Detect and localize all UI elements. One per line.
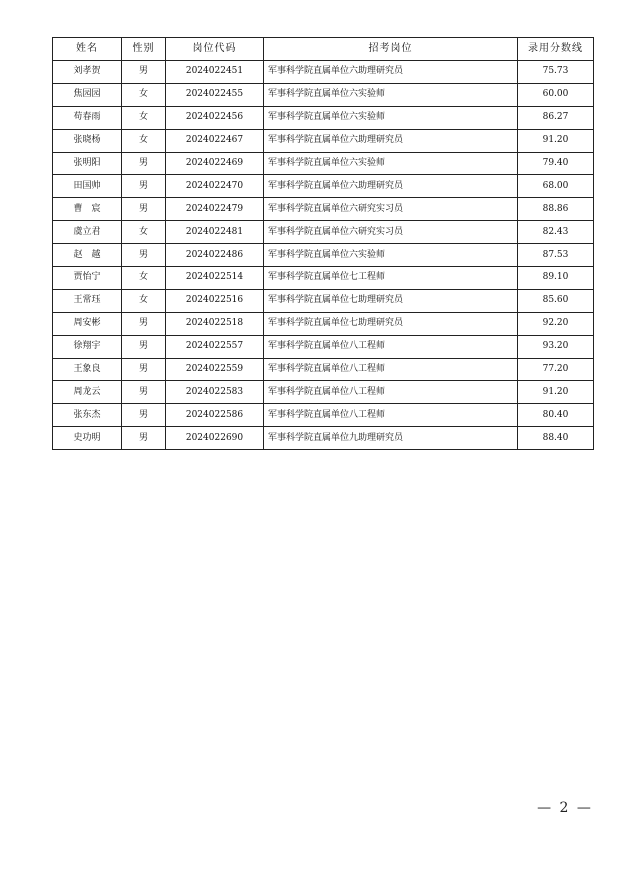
cell-name: 刘孝贺	[53, 61, 122, 84]
cell-gender: 女	[122, 129, 166, 152]
cell-post-code: 2024022518	[166, 312, 264, 335]
cell-post-code: 2024022467	[166, 129, 264, 152]
cell-post-code: 2024022455	[166, 83, 264, 106]
header-gender: 性别	[122, 38, 166, 61]
cell-score: 75.73	[518, 61, 594, 84]
cell-score: 88.40	[518, 427, 594, 450]
cell-name: 曹 宸	[53, 198, 122, 221]
cell-post-code: 2024022559	[166, 358, 264, 381]
cell-post-code: 2024022469	[166, 152, 264, 175]
cell-gender: 男	[122, 244, 166, 267]
table-row	[53, 427, 594, 450]
table-row	[53, 106, 594, 129]
cell-post: 军事科学院直属单位六研究实习员	[264, 198, 518, 221]
cell-gender: 男	[122, 312, 166, 335]
header-name: 姓名	[53, 38, 122, 61]
table-row	[53, 335, 594, 358]
cell-name: 虞立君	[53, 221, 122, 244]
cell-gender: 女	[122, 83, 166, 106]
cell-score: 77.20	[518, 358, 594, 381]
cell-post: 军事科学院直属单位六实验师	[264, 106, 518, 129]
cell-post: 军事科学院直属单位七工程师	[264, 267, 518, 290]
cell-gender: 男	[122, 381, 166, 404]
table-row	[53, 83, 594, 106]
cell-post-code: 2024022470	[166, 175, 264, 198]
cell-post-code: 2024022479	[166, 198, 264, 221]
cell-score: 80.40	[518, 404, 594, 427]
cell-name: 周安彬	[53, 312, 122, 335]
cell-post-code: 2024022516	[166, 289, 264, 312]
cell-name: 苟春雨	[53, 106, 122, 129]
table-row	[53, 152, 594, 175]
cell-name: 王象良	[53, 358, 122, 381]
page-number: — 2 —	[537, 800, 593, 816]
cell-gender: 男	[122, 404, 166, 427]
cell-score: 93.20	[518, 335, 594, 358]
table-row	[53, 175, 594, 198]
cell-gender: 女	[122, 289, 166, 312]
table-row	[53, 129, 594, 152]
cell-post-code: 2024022481	[166, 221, 264, 244]
cell-post-code: 2024022690	[166, 427, 264, 450]
cell-name: 史功明	[53, 427, 122, 450]
cell-gender: 男	[122, 427, 166, 450]
cell-post-code: 2024022456	[166, 106, 264, 129]
table-header-row	[53, 38, 594, 61]
cell-score: 91.20	[518, 381, 594, 404]
cell-name: 张东杰	[53, 404, 122, 427]
cell-post-code: 2024022514	[166, 267, 264, 290]
cell-score: 88.86	[518, 198, 594, 221]
cell-post-code: 2024022586	[166, 404, 264, 427]
cell-score: 82.43	[518, 221, 594, 244]
cell-post: 军事科学院直属单位六实验师	[264, 244, 518, 267]
cell-name: 贾怡宁	[53, 267, 122, 290]
cell-post-code: 2024022557	[166, 335, 264, 358]
header-post-code: 岗位代码	[166, 38, 264, 61]
cell-gender: 男	[122, 198, 166, 221]
cell-name: 田国帅	[53, 175, 122, 198]
cell-post: 军事科学院直属单位六助理研究员	[264, 61, 518, 84]
cell-post: 军事科学院直属单位六助理研究员	[264, 129, 518, 152]
cell-name: 周龙云	[53, 381, 122, 404]
cell-gender: 男	[122, 61, 166, 84]
cell-post: 军事科学院直属单位七助理研究员	[264, 289, 518, 312]
cell-post: 军事科学院直属单位八工程师	[264, 358, 518, 381]
table-row	[53, 221, 594, 244]
cell-score: 86.27	[518, 106, 594, 129]
cell-post-code: 2024022583	[166, 381, 264, 404]
cell-post: 军事科学院直属单位八工程师	[264, 381, 518, 404]
cell-name: 王常珏	[53, 289, 122, 312]
cell-gender: 男	[122, 358, 166, 381]
table-row	[53, 381, 594, 404]
cell-gender: 女	[122, 106, 166, 129]
cell-post: 军事科学院直属单位八工程师	[264, 404, 518, 427]
cell-score: 89.10	[518, 267, 594, 290]
cell-gender: 男	[122, 335, 166, 358]
table-body	[53, 61, 594, 450]
cell-score: 91.20	[518, 129, 594, 152]
cell-gender: 女	[122, 221, 166, 244]
cell-score: 85.60	[518, 289, 594, 312]
cell-name: 赵 越	[53, 244, 122, 267]
cell-score: 79.40	[518, 152, 594, 175]
cell-post-code: 2024022451	[166, 61, 264, 84]
cell-name: 张明阳	[53, 152, 122, 175]
cell-name: 徐翔宇	[53, 335, 122, 358]
table-row	[53, 358, 594, 381]
cell-post: 军事科学院直属单位九助理研究员	[264, 427, 518, 450]
admission-score-table	[52, 37, 594, 450]
table-row	[53, 289, 594, 312]
table-row	[53, 198, 594, 221]
cell-post: 军事科学院直属单位六实验师	[264, 83, 518, 106]
cell-post-code: 2024022486	[166, 244, 264, 267]
cell-post: 军事科学院直属单位七助理研究员	[264, 312, 518, 335]
table-row	[53, 312, 594, 335]
header-score: 录用分数线	[518, 38, 594, 61]
table-row	[53, 244, 594, 267]
cell-score: 68.00	[518, 175, 594, 198]
cell-gender: 男	[122, 175, 166, 198]
table-row	[53, 61, 594, 84]
cell-post: 军事科学院直属单位八工程师	[264, 335, 518, 358]
cell-score: 92.20	[518, 312, 594, 335]
cell-score: 87.53	[518, 244, 594, 267]
cell-gender: 男	[122, 152, 166, 175]
table-row	[53, 404, 594, 427]
header-post: 招考岗位	[264, 38, 518, 61]
cell-name: 焦园园	[53, 83, 122, 106]
cell-post: 军事科学院直属单位六研究实习员	[264, 221, 518, 244]
cell-gender: 女	[122, 267, 166, 290]
cell-score: 60.00	[518, 83, 594, 106]
table-row	[53, 267, 594, 290]
cell-name: 张晓杨	[53, 129, 122, 152]
cell-post: 军事科学院直属单位六助理研究员	[264, 175, 518, 198]
cell-post: 军事科学院直属单位六实验师	[264, 152, 518, 175]
